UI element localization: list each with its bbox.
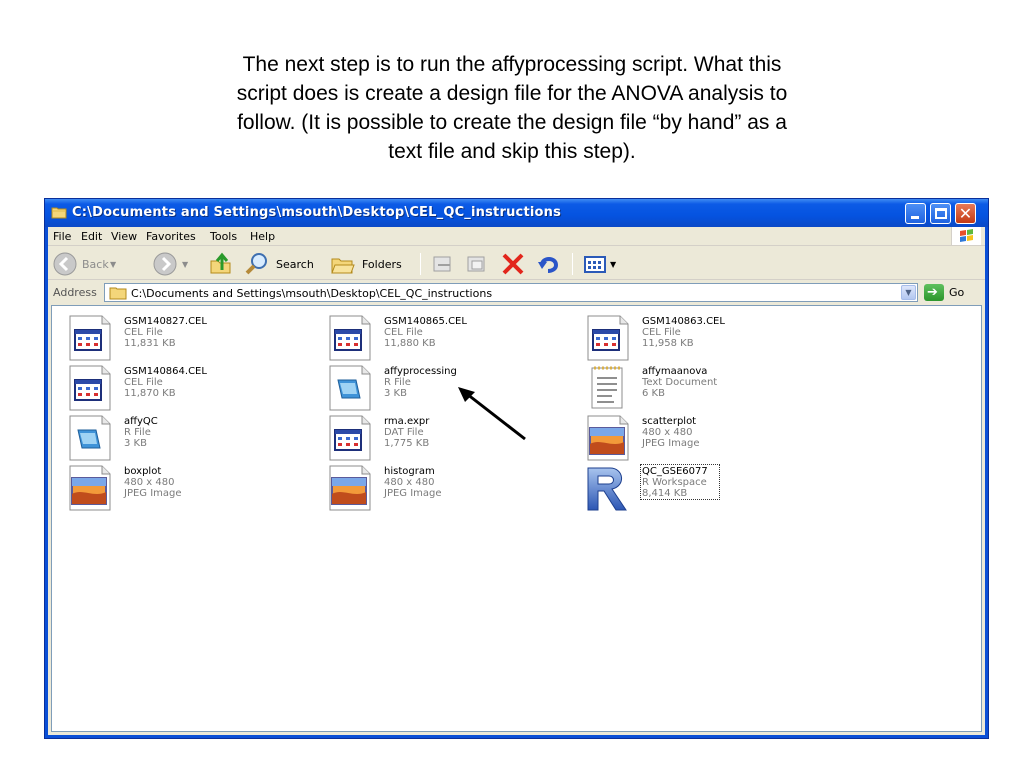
- jpeg-image-icon: [66, 464, 114, 512]
- file-size: 11,880 KB: [384, 338, 436, 349]
- menu-bar: [48, 227, 985, 246]
- file-size: 11,958 KB: [642, 338, 694, 349]
- cel-file-icon: [584, 314, 632, 362]
- file-type: 480 x 480: [124, 477, 175, 488]
- file-type: R File: [384, 377, 411, 388]
- file-size: 1,775 KB: [384, 438, 430, 449]
- menu-view[interactable]: View: [111, 230, 138, 243]
- maximize-button[interactable]: [930, 203, 951, 224]
- address-dropdown-button[interactable]: [901, 285, 916, 300]
- file-name: affymaanova: [642, 366, 708, 377]
- file-name: QC_GSE6077: [642, 466, 708, 477]
- forward-button[interactable]: [152, 251, 192, 277]
- r-file-icon: [66, 414, 114, 462]
- file-type: CEL File: [642, 327, 681, 338]
- file-item[interactable]: [326, 414, 566, 462]
- folders-button[interactable]: [330, 251, 412, 277]
- title-bar[interactable]: [45, 199, 988, 227]
- search-icon: [244, 251, 270, 277]
- undo-button[interactable]: [536, 251, 564, 277]
- file-item[interactable]: [66, 414, 306, 462]
- text-document-icon: [584, 364, 632, 412]
- file-item[interactable]: [326, 464, 566, 512]
- toolbar: [48, 247, 985, 280]
- file-name: GSM140827.CEL: [124, 316, 207, 327]
- file-name: GSM140863.CEL: [642, 316, 725, 327]
- go-arrow-icon: ➔: [927, 285, 938, 300]
- cel-file-icon: [66, 364, 114, 412]
- caption-line: text file and skip this step).: [388, 140, 636, 163]
- file-item-selected[interactable]: [584, 464, 824, 512]
- file-type: 480 x 480: [642, 427, 693, 438]
- file-size: JPEG Image: [384, 488, 442, 499]
- file-size: 8,414 KB: [642, 488, 688, 499]
- menu-edit[interactable]: Edit: [81, 230, 103, 243]
- file-name: rma.expr: [384, 416, 430, 427]
- back-arrow-icon: [52, 251, 78, 277]
- r-workspace-icon: [584, 464, 632, 512]
- file-item[interactable]: [66, 314, 306, 362]
- annotation-arrow: [455, 386, 530, 444]
- move-to-icon: [430, 251, 456, 277]
- caption-line: script does is create a design file for the ANOVA analysis to: [236, 82, 788, 105]
- window-body: [48, 227, 985, 735]
- file-type: CEL File: [124, 327, 163, 338]
- file-name: GSM140864.CEL: [124, 366, 207, 377]
- file-type: CEL File: [384, 327, 423, 338]
- toolbar-separator: [572, 253, 573, 275]
- file-size: 11,870 KB: [124, 388, 176, 399]
- forward-arrow-icon: [152, 251, 178, 277]
- file-item[interactable]: [584, 414, 824, 462]
- undo-icon: [536, 251, 562, 277]
- file-name: affyprocessing: [384, 366, 457, 377]
- menu-favorites[interactable]: Favorites: [146, 230, 196, 243]
- cel-file-icon: [66, 314, 114, 362]
- chevron-down-icon: ▼: [905, 288, 912, 297]
- search-label: Search: [276, 258, 314, 271]
- file-type: CEL File: [124, 377, 163, 388]
- copy-to-button[interactable]: [464, 251, 492, 277]
- folders-label: Folders: [362, 258, 402, 271]
- file-list[interactable]: [51, 305, 982, 732]
- minimize-button[interactable]: [905, 203, 926, 224]
- move-to-button[interactable]: [430, 251, 458, 277]
- file-item[interactable]: [326, 314, 566, 362]
- views-button[interactable]: [582, 251, 622, 277]
- folder-icon: [109, 286, 127, 300]
- back-button[interactable]: [52, 251, 122, 277]
- chevron-down-icon: ▼: [610, 260, 617, 269]
- caption-line: The next step is to run the affyprocessing script. What this: [242, 53, 782, 76]
- minimize-icon: [911, 216, 919, 219]
- dat-file-icon: [326, 414, 374, 462]
- file-item[interactable]: [584, 314, 824, 362]
- file-name: histogram: [384, 466, 435, 477]
- file-size: 3 KB: [384, 388, 407, 399]
- address-label: Address: [53, 286, 97, 299]
- chevron-down-icon[interactable]: ▼: [110, 260, 117, 269]
- window-title: C:\Documents and Settings\msouth\Desktop\CEL_QC_instructions: [72, 205, 562, 220]
- close-button[interactable]: [955, 203, 976, 224]
- back-label: Back: [82, 258, 109, 271]
- delete-button[interactable]: [500, 251, 528, 277]
- menu-help[interactable]: Help: [250, 230, 276, 243]
- windows-flag-icon: [952, 227, 982, 245]
- file-item[interactable]: [326, 364, 566, 412]
- menu-file[interactable]: File: [53, 230, 72, 243]
- file-name: boxplot: [124, 466, 162, 477]
- file-size: JPEG Image: [642, 438, 700, 449]
- file-size: JPEG Image: [124, 488, 182, 499]
- file-size: 11,831 KB: [124, 338, 176, 349]
- file-type: DAT File: [384, 427, 424, 438]
- address-bar: [48, 281, 985, 303]
- cel-file-icon: [326, 314, 374, 362]
- file-type: Text Document: [642, 377, 718, 388]
- menu-tools[interactable]: Tools: [210, 230, 238, 243]
- up-folder-button[interactable]: [208, 251, 236, 277]
- copy-to-icon: [464, 251, 490, 277]
- toolbar-separator: [420, 253, 421, 275]
- jpeg-image-icon: [584, 414, 632, 462]
- caption-line: follow. (It is possible to create the design file “by hand” as a: [237, 111, 787, 134]
- views-icon: [582, 251, 608, 277]
- r-file-icon: [326, 364, 374, 412]
- file-item[interactable]: [584, 364, 824, 412]
- delete-icon: [500, 251, 526, 277]
- windows-logo: [951, 227, 981, 245]
- file-size: 6 KB: [642, 388, 665, 399]
- chevron-down-icon[interactable]: ▼: [182, 260, 189, 269]
- folder-icon: [51, 205, 67, 219]
- maximize-icon: [935, 208, 947, 219]
- up-folder-icon: [208, 251, 234, 277]
- file-item[interactable]: [66, 464, 306, 512]
- instruction-caption: [150, 50, 874, 166]
- go-label[interactable]: Go: [949, 286, 965, 299]
- file-type: R Workspace: [642, 477, 707, 488]
- address-input[interactable]: [104, 283, 918, 302]
- file-size: 3 KB: [124, 438, 147, 449]
- file-name: GSM140865.CEL: [384, 316, 467, 327]
- folders-icon: [330, 251, 356, 277]
- file-type: R File: [124, 427, 151, 438]
- explorer-window: [44, 198, 989, 739]
- file-item[interactable]: [66, 364, 306, 412]
- file-name: affyQC: [124, 416, 158, 427]
- close-icon: ✕: [958, 204, 973, 223]
- file-type: 480 x 480: [384, 477, 435, 488]
- file-name: scatterplot: [642, 416, 697, 427]
- jpeg-image-icon: [326, 464, 374, 512]
- go-button[interactable]: [924, 284, 944, 301]
- address-path: C:\Documents and Settings\msouth\Desktop\CEL_QC_instructions: [131, 287, 493, 300]
- search-button[interactable]: [244, 251, 326, 277]
